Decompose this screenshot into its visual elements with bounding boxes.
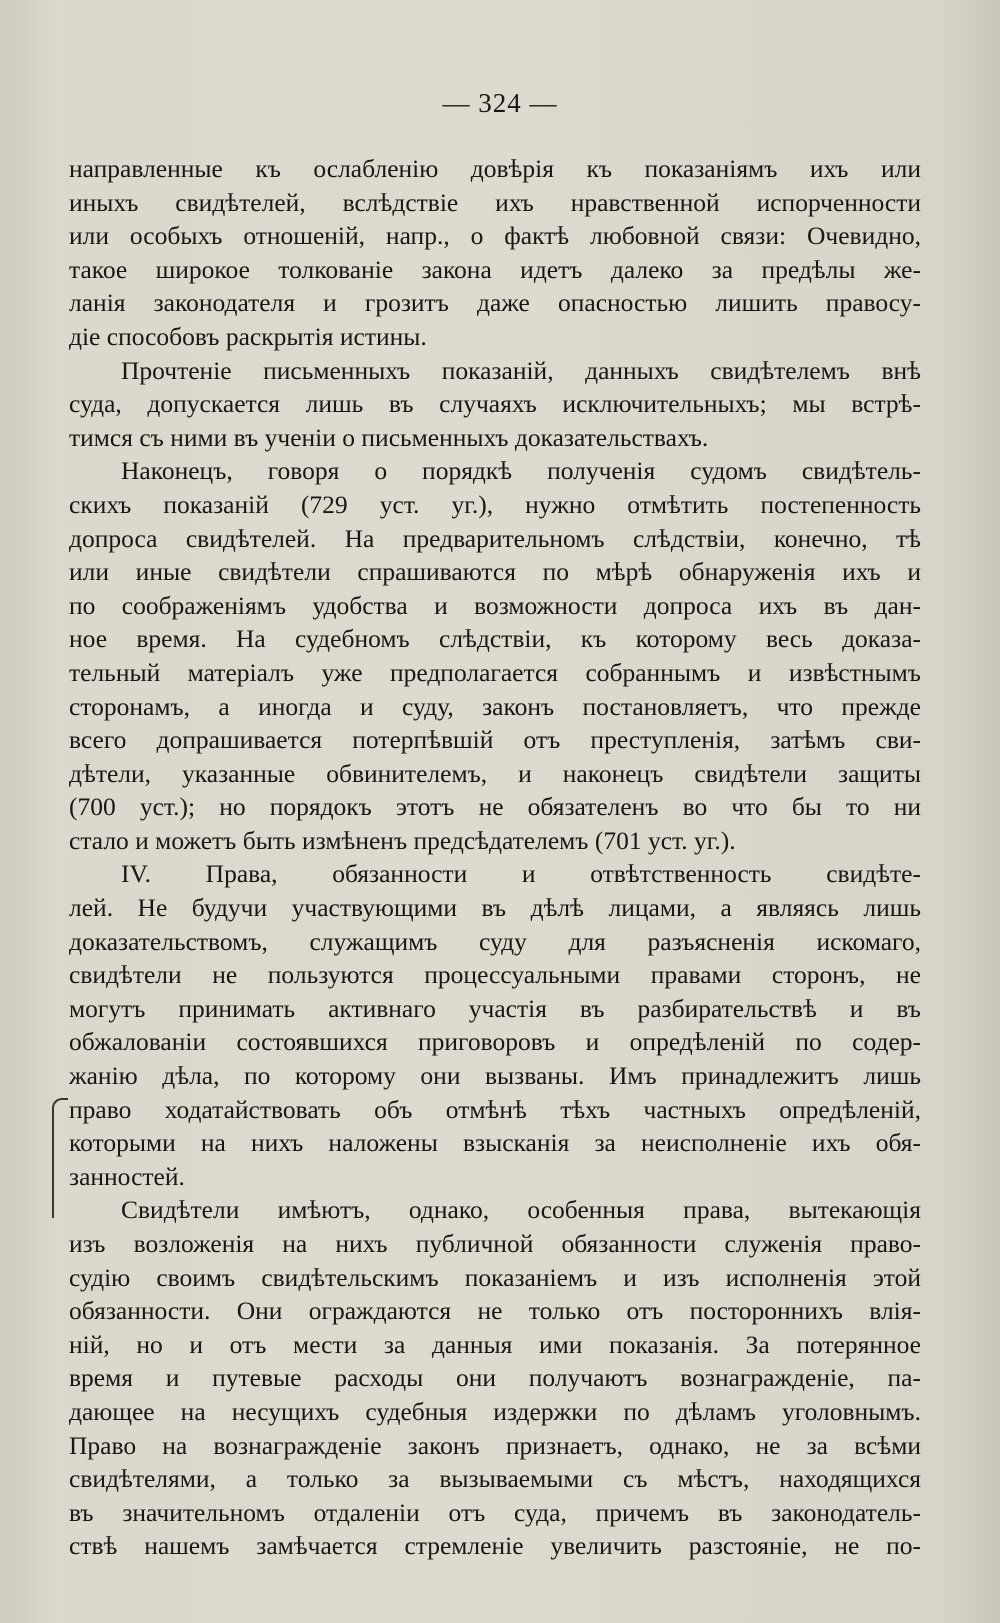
text-line: сторонамъ, а иногда и суду, законъ постановляетъ, что прежде <box>69 691 921 721</box>
paragraph-first-line: Наконецъ, говоря о порядкѣ полученія судомъ свидѣтель- <box>121 456 921 486</box>
text-line: обжалованіи состоявшихся приговоровъ и опредѣленій по содер- <box>69 1027 921 1057</box>
text-line: право ходатайствовать объ отмѣнѣ тѣхъ частныхъ опредѣленій, <box>69 1094 921 1124</box>
page-number: — 324 — <box>442 88 558 118</box>
body-text <box>69 152 921 1563</box>
text-line: тельный матеріалъ уже предполагается собраннымъ и извѣстнымъ <box>69 657 921 687</box>
text-line: обязанности. Они ограждаются не только отъ постороннихъ влія- <box>69 1296 921 1326</box>
text-line: направленные къ ослабленію довѣрія къ показаніямъ ихъ или <box>69 154 921 183</box>
text-line: лей. Не будучи участвующими въ дѣлѣ лицами, а являясь лишь <box>69 893 921 923</box>
text-line: стало и можетъ быть измѣненъ предсѣдателемъ (701 уст. уг.). <box>69 825 736 855</box>
text-line: или иные свидѣтели спрашиваются по мѣрѣ обнаруженія ихъ и <box>69 557 921 587</box>
text-line: судію своимъ свидѣтельскимъ показаніемъ и изъ исполненія этой <box>69 1262 921 1292</box>
text-line: суда, допускается лишь въ случаяхъ исключительныхъ; мы встрѣ- <box>69 389 921 419</box>
text-line: занностей. <box>69 1161 185 1191</box>
text-line: или особыхъ отношеній, напр., о фактѣ любовной связи: Очевидно, <box>69 221 921 251</box>
text-line: скихъ показаній (729 уст. уг.), нужно отмѣтить постепенность <box>69 489 921 519</box>
text-line: допроса свидѣтелей. На предварительномъ слѣдствіи, конечно, тѣ <box>69 523 921 553</box>
text-line: дѣтели, указанные обвинителемъ, и наконецъ свидѣтели защиты <box>69 758 921 788</box>
text-line: жанію дѣла, по которому они вызваны. Имъ принадлежитъ лишь <box>69 1061 921 1091</box>
pencil-margin-mark <box>52 1098 68 1218</box>
text-line: доказательствомъ, служащимъ суду для разъясненія искомаго, <box>69 926 921 956</box>
text-line: ное время. На судебномъ слѣдствіи, къ которому весь доказа- <box>69 624 921 654</box>
paragraph-first-line: Свидѣтели имѣютъ, однако, особенныя права, вытекающія <box>121 1195 921 1225</box>
text-line: дающее на несущихъ судебныя издержки по дѣламъ уголовнымъ. <box>69 1396 921 1426</box>
text-line: такое широкое толкованіе закона идетъ далеко за предѣлы же- <box>69 254 921 284</box>
text-line: (700 уст.); но порядокъ этотъ не обязателенъ во что бы то ни <box>69 792 921 822</box>
text-line: тимся съ ними въ ученіи о письменныхъ доказательствахъ. <box>69 422 709 452</box>
text-line: свидѣтелями, а только за вызываемыми съ мѣстъ, находящихся <box>69 1464 921 1494</box>
text-line: свидѣтели не пользуются процессуальными правами сторонъ, не <box>69 960 921 990</box>
text-line: время и путевые расходы они получаютъ вознагражденіе, па- <box>69 1363 921 1393</box>
text-line: иныхъ свидѣтелей, вслѣдствіе ихъ нравственной испорченности <box>69 187 921 217</box>
text-line: ній, но и отъ мести за данныя ими показанія. За потерянное <box>69 1329 921 1359</box>
text-line: которыми на нихъ наложены взысканія за неисполненіе ихъ обя- <box>69 1128 921 1158</box>
section-heading-line: IV. Права, обязанности и отвѣтственность свидѣте- <box>121 859 921 889</box>
paragraph-first-line: Прочтеніе письменныхъ показаній, данныхъ свидѣтелемъ внѣ <box>121 355 921 385</box>
text-line: могутъ принимать активнаго участія въ разбирательствѣ и въ <box>69 993 921 1023</box>
text-line: ствѣ нашемъ замѣчается стремленіе увеличить разстояніе, не по- <box>69 1531 921 1561</box>
text-line: ланія законодателя и грозитъ даже опасностью лишить правосу- <box>69 288 921 318</box>
text-line: всего допрашивается потерпѣвшій отъ преступленія, затѣмъ сви- <box>69 725 921 755</box>
text-line: по соображеніямъ удобства и возможности допроса ихъ въ дан- <box>69 590 921 620</box>
text-line: діе способовъ раскрытія истины. <box>69 321 427 351</box>
text-line: изъ возложенія на нихъ публичной обязанности служенія право- <box>69 1229 921 1258</box>
text-line: Право на вознагражденіе законъ признаетъ, однако, не за всѣми <box>69 1430 921 1460</box>
text-line: въ значительномъ отдаленіи отъ суда, причемъ въ законодатель- <box>69 1497 921 1527</box>
